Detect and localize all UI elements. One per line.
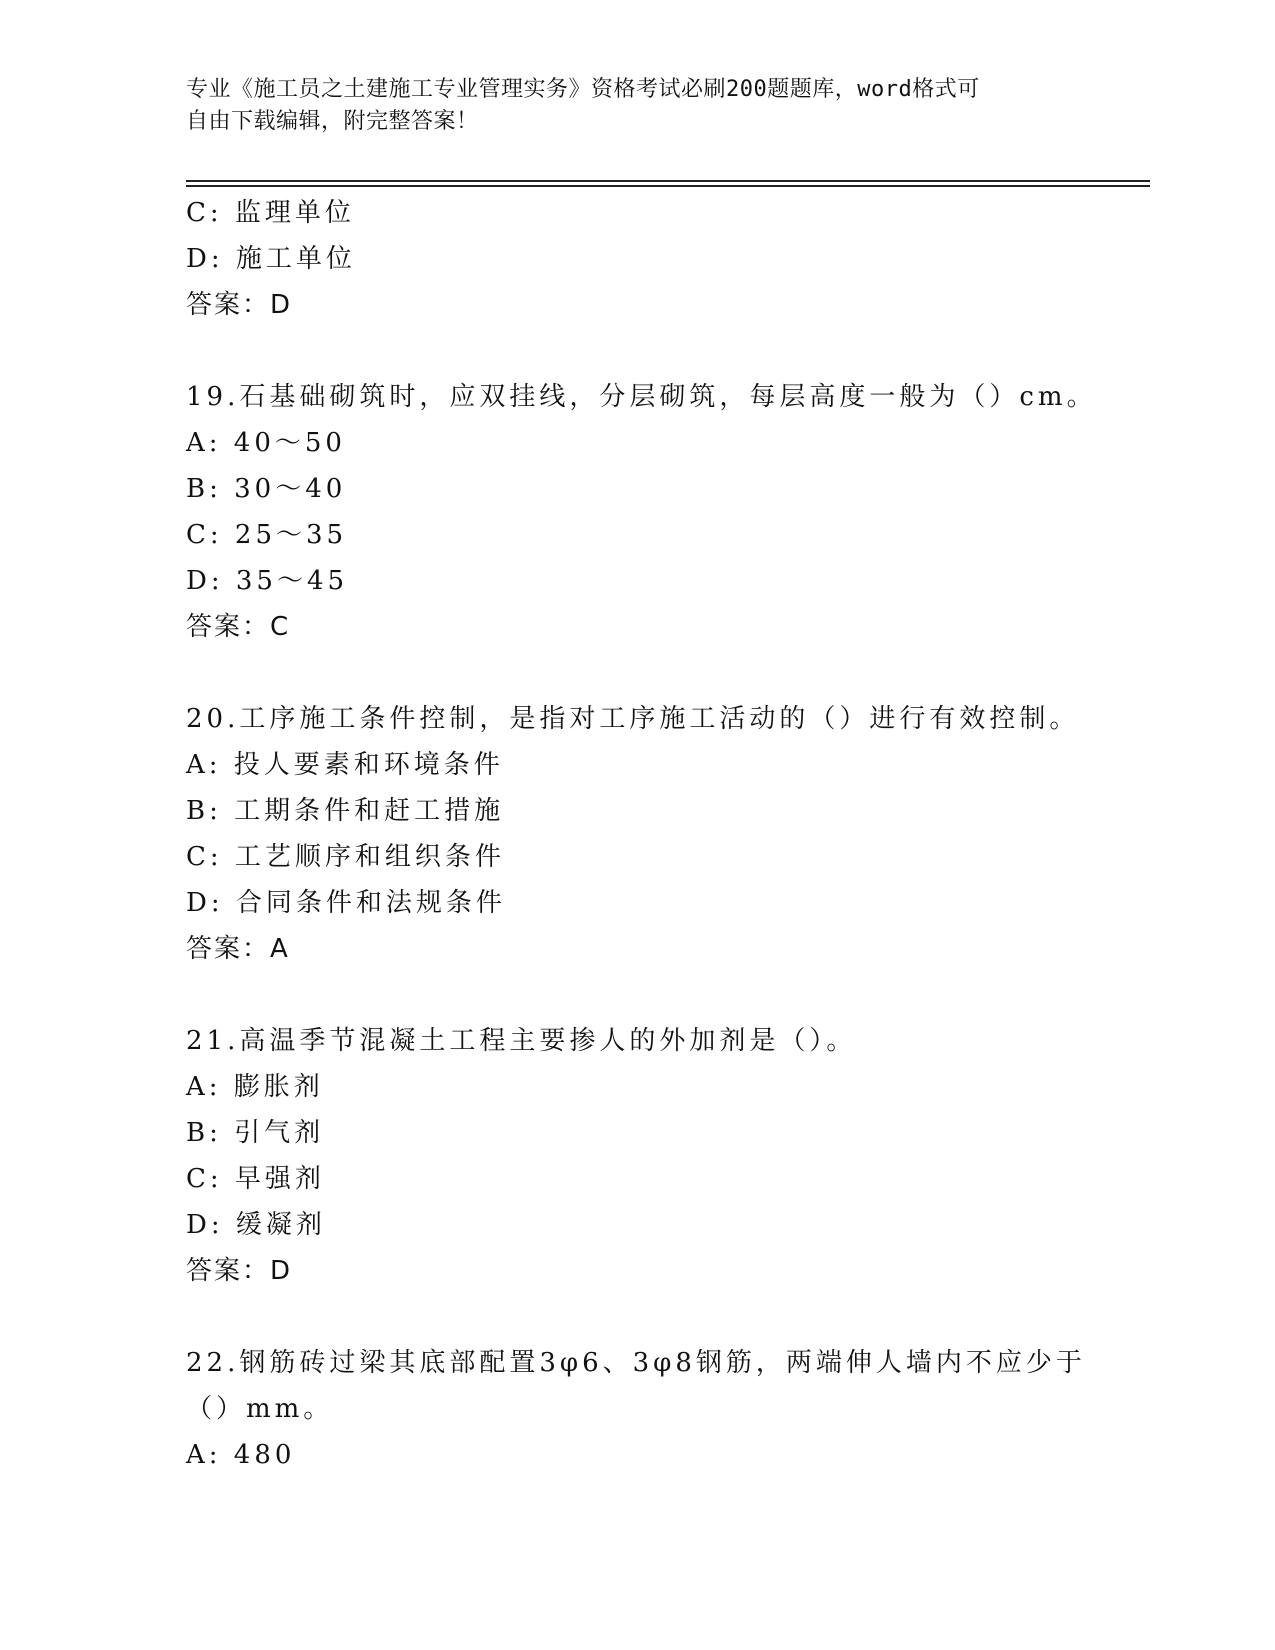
question-stem: 20.工序施工条件控制，是指对工序施工活动的（）进行有效控制。 <box>186 704 1080 734</box>
option-a: A: 投人要素和环境条件 <box>186 750 504 780</box>
option-d: D: 合同条件和法规条件 <box>186 888 506 918</box>
option-a: A: 膨胀剂 <box>186 1072 324 1102</box>
option-b: B: 引气剂 <box>186 1118 325 1148</box>
option-c: C: 工艺顺序和组织条件 <box>186 842 505 872</box>
answer: 答案：D <box>186 1256 293 1286</box>
answer: 答案：C <box>186 612 291 642</box>
option-d: D: 35～45 <box>186 566 349 596</box>
question-stem: 21.高温季节混凝土工程主要掺人的外加剂是（）。 <box>186 1026 857 1056</box>
option-c: C: 监理单位 <box>186 198 355 228</box>
header-line-2: 自由下载编辑，附完整答案！ <box>186 109 479 134</box>
question-stem: 19.石基础砌筑时，应双挂线，分层砌筑，每层高度一般为（）cm。 <box>186 382 1097 412</box>
option-c: C: 25～35 <box>186 520 348 550</box>
header-divider-top <box>186 180 1150 182</box>
header-divider-bottom <box>186 185 1150 187</box>
header-line-1: 专业《施工员之土建施工专业管理实务》资格考试必刷200题题库，word格式可 <box>186 77 980 102</box>
option-a: A: 480 <box>186 1440 296 1470</box>
option-a: A: 40～50 <box>186 428 346 458</box>
document-header <box>186 74 1086 138</box>
option-d: D: 缓凝剂 <box>186 1210 326 1240</box>
answer: 答案：A <box>186 934 290 964</box>
question-stem: 22.钢筋砖过梁其底部配置3φ6、3φ8钢筋，两端伸人墙内不应少于 <box>186 1348 1086 1378</box>
question-stem-continuation: （）mm。 <box>186 1394 334 1424</box>
option-b: B: 30～40 <box>186 474 347 504</box>
option-b: B: 工期条件和赶工措施 <box>186 796 505 826</box>
question-list <box>186 190 1097 1478</box>
option-c: C: 早强剂 <box>186 1164 325 1194</box>
option-d: D: 施工单位 <box>186 244 356 274</box>
answer: 答案：D <box>186 290 293 320</box>
